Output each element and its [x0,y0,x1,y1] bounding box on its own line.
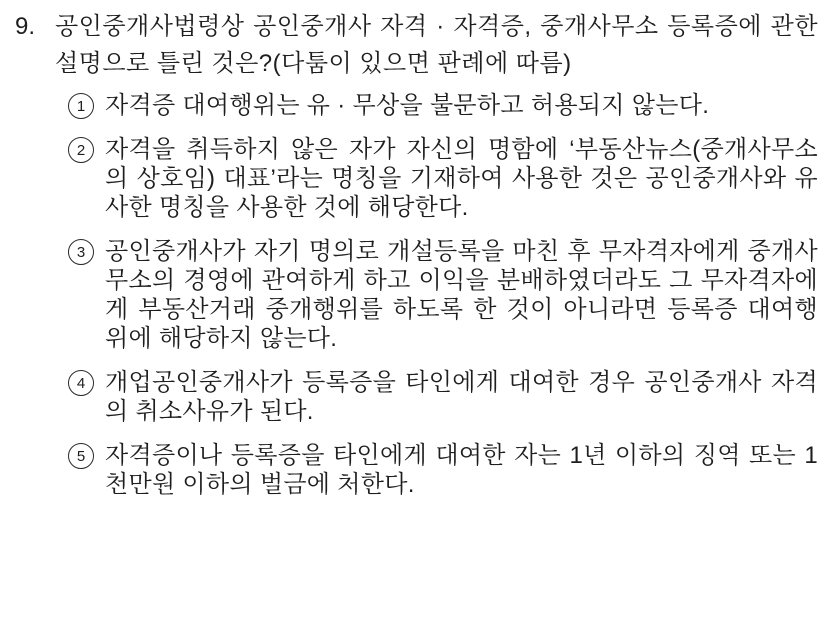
question-text: 공인중개사법령상 공인중개사 자격 · 자격증, 중개사무소 등록증에 관한 설명으로 틀린 것은?(다툼이 있으면 판례에 따름) [55,13,818,77]
option-number-digit: 5 [76,447,86,465]
option-text: 자격증 대여행위는 유 · 무상을 불문하고 허용되지 않는다. [105,92,710,119]
question-block [15,8,818,82]
option-3-number-icon [68,239,94,265]
answer-option [15,135,818,222]
answer-option [15,368,818,426]
option-5-number-icon [68,443,94,469]
answer-option [15,441,818,499]
option-4-number-icon [68,370,94,396]
option-2-number-icon [68,137,94,163]
answer-option [15,237,818,353]
option-text: 자격증이나 등록증을 타인에게 대여한 자는 1년 이하의 징역 또는 1천만원 이하의 벌금에 처한다. [105,442,818,498]
question-number: 9. [15,13,36,40]
option-number-digit: 1 [76,97,86,115]
option-number-digit: 3 [76,243,86,261]
answer-option [15,91,818,120]
options-list [15,91,818,499]
option-text: 자격을 취득하지 않은 자가 자신의 명함에 ‘부동산뉴스(중개사무소의 상호임) 대표’라는 명칭을 기재하여 사용한 것은 공인중개사와 유사한 명칭을 사용한 것에 해당한다. [105,136,818,221]
option-text: 공인중개사가 자기 명의로 개설등록을 마친 후 무자격자에게 중개사무소의 경영에 관여하게 하고 이익을 분배하였더라도 그 무자격자에게 부동산거래 중개행위를 하도록 한 것이 아니라면 등록증 대여행위에 해당하지 않는다. [105,238,818,352]
option-number-digit: 2 [76,141,86,159]
option-1-number-icon [68,93,94,119]
option-number-digit: 4 [76,374,86,392]
option-text: 개업공인중개사가 등록증을 타인에게 대여한 경우 공인중개사 자격의 취소사유가 된다. [105,369,818,425]
